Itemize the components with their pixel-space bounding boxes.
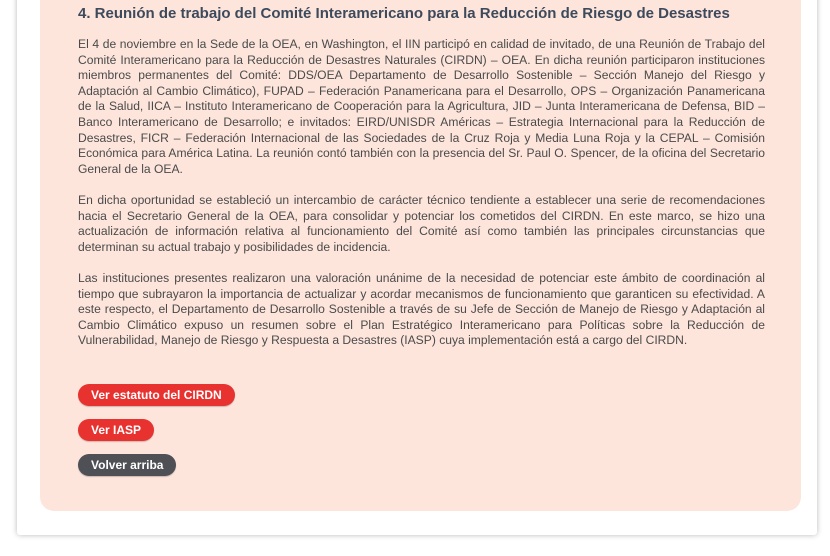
ver-estatuto-button[interactable]: Ver estatuto del CIRDN: [78, 384, 235, 406]
section-title: 4. Reunión de trabajo del Comité Interamericano para la Reducción de Riesgo de Desastres: [78, 5, 730, 22]
volver-arriba-button[interactable]: Volver arriba: [78, 454, 176, 476]
paragraph-1: El 4 de noviembre en la Sede de la OEA, en Washington, el IIN participó en calidad de invitado, de una Reunión de Trabajo del Comité Interamericano para la Reducción de Desastres Naturales (CIRDN) – OEA. En dicha reunión participaron instituciones miembros permanentes del Comité: DDS/OEA Departamento de Desarrollo Sostenible – Sección Manejo del Riesgo y Adaptación al Cambio Climático), FUPAD – Federación Panamericana para el Desarrollo, OPS – Organización Panamericana de la Salud, IICA – Instituto Interamericano de Cooperación para la Agricultura, JID – Junta Interamericana de Defensa, BID – Banco Interamericano de Desarrollo; e invitados: EIRD/UNISDR Américas – Estrategia Internacional para la Reducción de Desastres, FICR – Federación Internacional de las Sociedades de la Cruz Roja y Media Luna Roja y la CEPAL – Comisión Económica para América Latina. La reunión contó también con la presencia del Sr. Paul O. Spencer, de la oficina del Secretario General de la OEA.: [78, 37, 765, 176]
paragraph-2: En dicha oportunidad se estableció un intercambio de carácter técnico tendiente a establecer una serie de recomendaciones hacia el Secretario General de la OEA, para consolidar y potenciar los cometidos del CIRDN. En este marco, se hizo una actualización de información relativa al funcionamiento del Comité así como también las principales circunstancias que determinan su actual trabajo y posibilidades de incidencia.: [78, 193, 765, 254]
paragraph-3: Las instituciones presentes realizaron una valoración unánime de la necesidad de potenciar este ámbito de coordinación al tiempo que subrayaron la importancia de actualizar y acordar mecanismos de funcionamiento que garanticen su efectividad. A este respecto, el Departamento de Desarrollo Sostenible a través de su Jefe de Sección de Manejo de Riesgo y Adaptación al Cambio Climático expuso un resumen sobre el Plan Estratégico Interamericano para Políticas sobre la Reducción de Vulnerabilidad, Manejo de Riesgo y Respuesta a Desastres (IASP) cuya implementación está a cargo del CIRDN.: [78, 271, 765, 348]
ver-iasp-button[interactable]: Ver IASP: [78, 419, 154, 441]
